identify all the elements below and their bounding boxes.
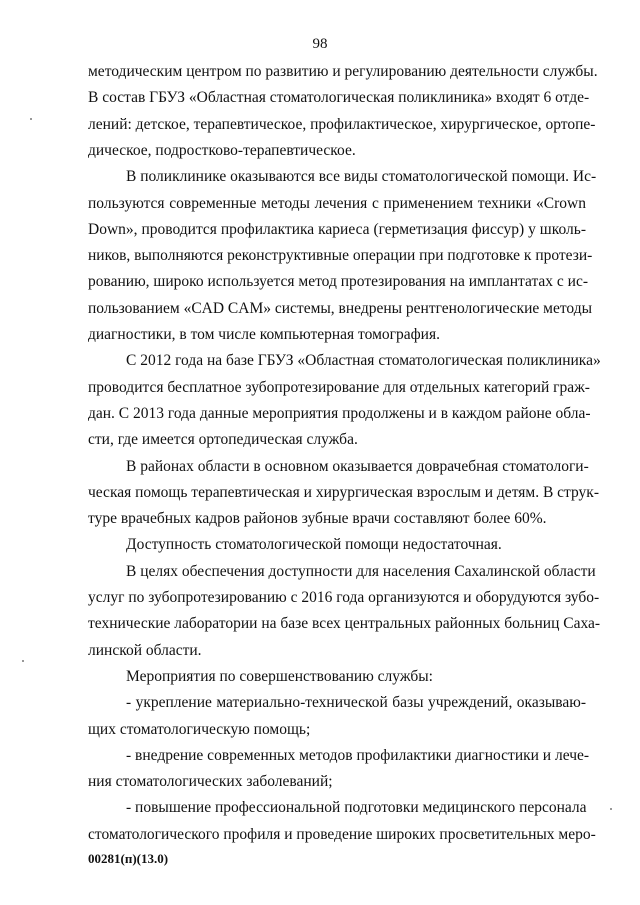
scan-speck — [610, 808, 612, 810]
text-line: Мероприятия по совершенствованию службы: — [126, 667, 433, 685]
text-line: пользуются современные методы лечения с применением техники «Crown — [88, 194, 586, 212]
text-line: пользованием «CAD CAM» системы, внедрены рентгенологические методы — [88, 299, 593, 317]
text-line: рованию, широко используется метод протезирования на имплантатах с ис- — [88, 273, 589, 291]
text-line: В поликлинике оказываются все виды стоматологической помощи. Ис- — [126, 168, 597, 186]
text-line: сти, где имеется ортопедическая служба. — [88, 431, 358, 449]
text-line: лений: детское, терапевтическое, профилактическое, хирургическое, ортопе- — [88, 115, 596, 133]
text-line: В районах области в основном оказывается доврачебная стоматологи- — [126, 457, 589, 475]
text-line: В целях обеспечения доступности для населения Сахалинской области — [126, 562, 596, 580]
text-line: методическим центром по развитию и регулированию деятельности службы. — [88, 63, 598, 80]
text-line: ческая помощь терапевтическая и хирургическая взрослым и детям. В струк- — [88, 483, 599, 501]
text-line: стоматологического профиля и проведение широких просветительных меро- — [88, 825, 596, 843]
scan-speck — [22, 660, 24, 662]
text-line: дическое, подростково-терапевтическое. — [88, 141, 356, 159]
text-line: дан. С 2013 года данные мероприятия продолжены и в каждом районе обла- — [88, 404, 591, 422]
text-line: туре врачебных кадров районов зубные врачи составляют более 60%. — [88, 510, 547, 528]
text-line: - укрепление материально-технической базы учреждений, оказываю- — [126, 694, 586, 712]
text-line: Down», проводится профилактика кариеса (герметизация фиссур) у школь- — [88, 220, 586, 238]
text-line: - повышение профессиональной подготовки медицинского персонала — [126, 799, 587, 817]
text-line: технические лаборатории на базе всех центральных районных больниц Саха- — [88, 615, 601, 633]
text-line: В состав ГБУЗ «Областная стоматологическая поликлиника» входят 6 отде- — [88, 89, 590, 107]
page-number: 98 — [312, 36, 328, 52]
text-line: ния стоматологических заболеваний; — [88, 773, 333, 791]
text-line: проводится бесплатное зубопротезирование для отдельных категорий граж- — [88, 378, 590, 396]
text-line: услуг по зубопротезированию с 2016 года организуются и оборудуются зубо- — [88, 589, 600, 606]
footer-document-code: 00281(п)(13.0) — [88, 851, 169, 866]
scan-speck — [30, 118, 32, 120]
text-line: щих стоматологическую помощь; — [88, 720, 311, 738]
text-line: Доступность стоматологической помощи недостаточная. — [126, 536, 502, 554]
text-line: С 2012 года на базе ГБУЗ «Областная стоматологическая поликлиника» — [126, 352, 601, 370]
text-line: - внедрение современных методов профилактики диагностики и лече- — [126, 746, 590, 764]
text-line: диагностики, в том числе компьютерная томография. — [88, 326, 440, 343]
text-line: ников, выполняются реконструктивные операции при подготовке к протези- — [88, 247, 593, 265]
text-line: линской области. — [88, 641, 202, 659]
